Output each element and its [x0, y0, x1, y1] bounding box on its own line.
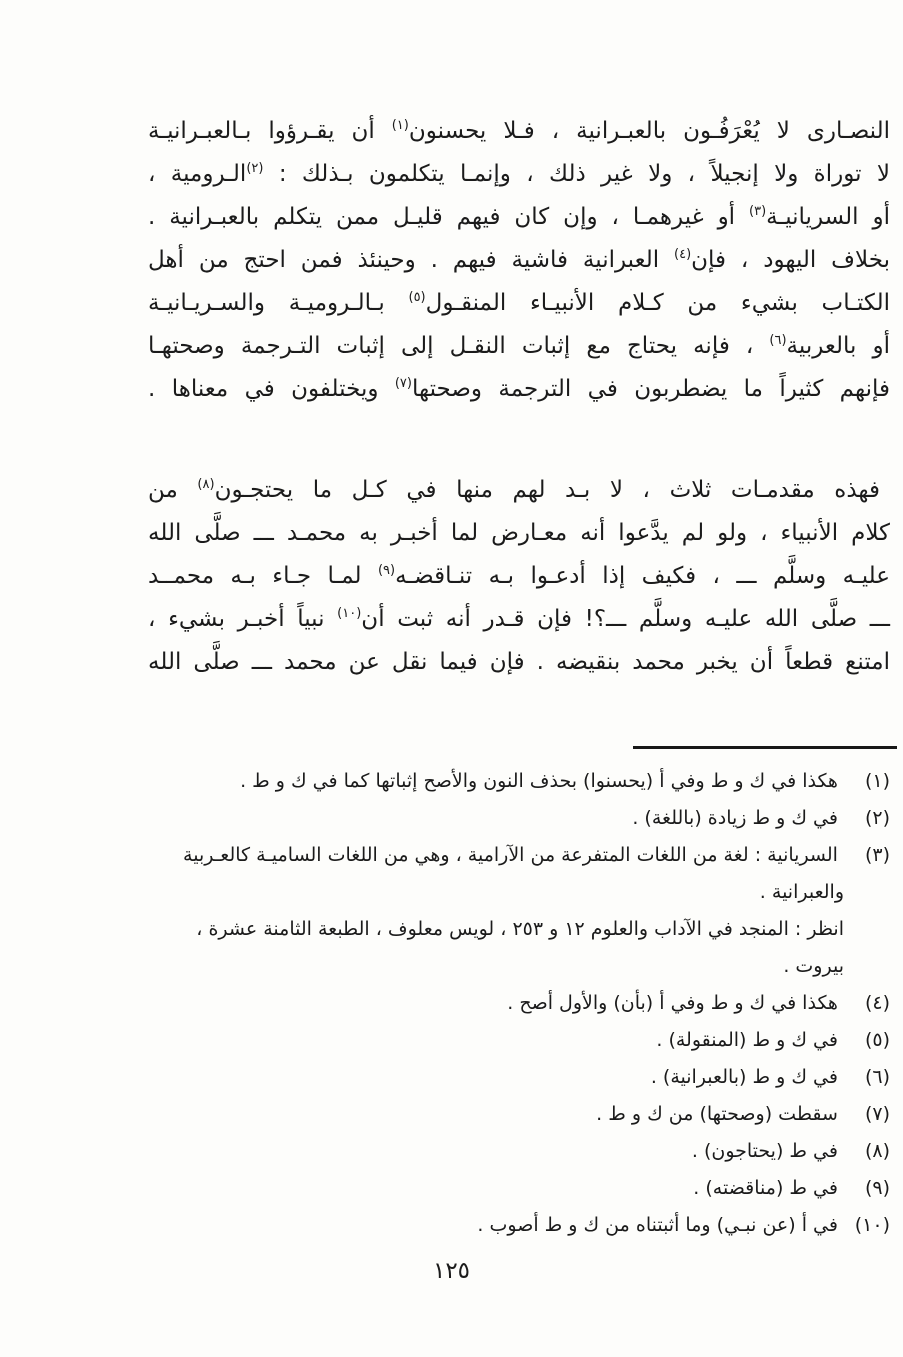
footnote-number: (٩) — [864, 1177, 890, 1199]
body-line: بخلاف اليهود ، فإن$^{(٤)}$ العبرانية فاشية فيهم . وحينئذ فمن احتج من أهل — [148, 247, 890, 273]
footnote-continuation-row: والعبرانية . — [759, 881, 844, 903]
footnote-continuation-row: بيروت . — [783, 955, 844, 977]
footnote-marker: (٦) — [769, 333, 787, 348]
footnote-row: (٤) هكذا في ك و ط وفي أ (بأن) والأول أصح . — [148, 985, 890, 1022]
body-text — [148, 110, 890, 684]
body-line: كلام الأنبياء ، ولو لم يدَّعوا أنه معـارض لما أخبـر به محمـد ـــ صلَّى الله — [148, 520, 890, 546]
footnote-number: (٤) — [864, 992, 890, 1014]
footnote-number: (٦) — [864, 1066, 890, 1088]
footnotes — [148, 763, 890, 1244]
body-line: النصـارى لا يُعْرَفُـون بالعبـرانية ، فـلا يحسنون$^{(١)}$ أن يقـرؤوا بـالعبـرانيـة — [148, 118, 890, 144]
footnote-marker: (٤) — [674, 247, 692, 262]
footnote-marker: (٥) — [408, 290, 426, 305]
page-number: ١٢٥ — [432, 1258, 471, 1284]
footnote-row: (٩) في ط (مناقضته) . — [148, 1170, 890, 1207]
footnote-continuation-row: انظر : المنجد في الآداب والعلوم ١٢ و ٢٥٣ ، لويس معلوف ، الطبعة الثامنة عشرة ، — [196, 918, 844, 940]
footnote-row: (٣) السريانية : لغة من اللغات المتفرعة من الآرامية ، وهي من اللغات الساميـة كالعـربية — [148, 837, 890, 874]
paragraph — [148, 469, 890, 684]
body-line: أو السريانيـة$^{(٣)}$ أو غيرهمـا ، وإن كان فيهم قليـل ممن يتكلم بالعبـرانية . — [148, 204, 890, 230]
footnote-row: (٦) في ك و ط (بالعبرانية) . — [148, 1059, 890, 1096]
footnote-marker: (٢) — [246, 161, 264, 176]
footnote-row: (٨) في ط (يحتاجون) . — [148, 1133, 890, 1170]
body-line: فهذه مقدمـات ثلاث ، لا بـد لهم منها في كـل ما يحتجـون$^{(٨)}$ من — [148, 477, 880, 503]
footnote-number: (١) — [864, 770, 890, 792]
footnote-number: (٧) — [864, 1103, 890, 1125]
footnote-marker: (١٠) — [337, 606, 362, 621]
footnote-row: (١) هكذا في ك و ط وفي أ (يحسنوا) بحذف النون والأصح إثباتها كما في ك و ط . — [148, 763, 890, 800]
footnote-number: (١٠) — [854, 1214, 890, 1236]
footnote-row: (٥) في ك و ط (المنقولة) . — [148, 1022, 890, 1059]
body-line: امتنع قطعاً أن يخبر محمد بنقيضه . فإن فيما نقل عن محمد ـــ صلَّى الله — [148, 649, 890, 675]
footnote-row: (١٠) في أ (عن نبـي) وما أثبتناه من ك و ط أصوب . — [148, 1207, 890, 1244]
footnote-row: (٢) في ك و ط زيادة (باللغة) . — [148, 800, 890, 837]
paragraph — [148, 110, 890, 411]
body-line: أو بالعربية$^{(٦)}$ ، فإنه يحتاج مع إثبات النقـل إلى إثبات التـرجمة وصحتهـا — [148, 333, 890, 359]
footnote-marker: (٣) — [749, 204, 767, 219]
footnote-number: (٢) — [864, 807, 890, 829]
body-line: ـــ صلَّى الله عليـه وسلَّم ـــ؟! فإن قـدر أنه ثبت أن$^{(١٠)}$ نبياً أخبـر بشيء ، — [148, 606, 890, 632]
footnote-marker: (٩) — [377, 563, 396, 578]
body-line: لا توراة ولا إنجيلاً ، ولا غير ذلك ، وإنمـا يتكلمون بـذلك : $^{(٢)}$الـرومية ، — [148, 161, 890, 187]
body-line: الكتـاب بشيء من كـلام الأنبيـاء المنقـول$^{(٥)}$ بـالـروميـة والسـريـانيـة — [148, 290, 890, 316]
footnote-separator — [633, 746, 897, 749]
footnote-number: (٥) — [864, 1029, 890, 1051]
body-line: عليـه وسلَّم ـــ ، فكيف إذا أدعـوا بـه تنـاقضـه$^{(٩)}$ لمـا جـاء بـه محمــد — [148, 563, 890, 589]
body-line: فإنهم كثيراً ما يضطربون في الترجمة وصحتها$^{(٧)}$ ويختلفون في معناها . — [148, 376, 890, 402]
footnote-number: (٨) — [864, 1140, 890, 1162]
footnote-number: (٣) — [864, 844, 890, 866]
footnote-row: (٧) سقطت (وصحتها) من ك و ط . — [148, 1096, 890, 1133]
footnote-marker: (٨) — [197, 477, 215, 492]
footnote-marker: (١) — [391, 118, 409, 133]
footnote-marker: (٧) — [394, 376, 412, 391]
